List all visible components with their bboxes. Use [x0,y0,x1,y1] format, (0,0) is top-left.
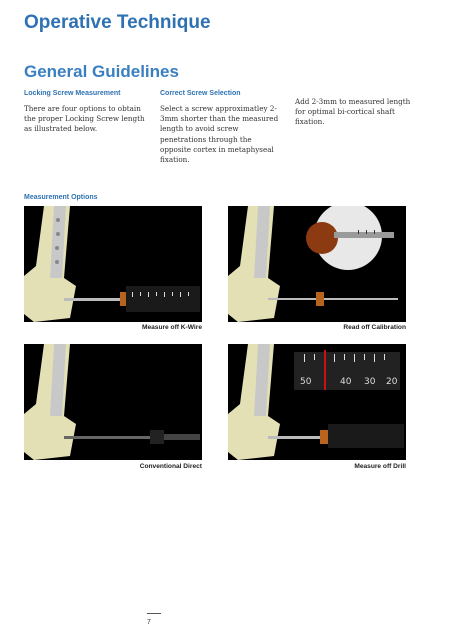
caption: Measure off Drill [354,463,406,470]
column-text: Select a screw approximatley 2-3mm shorter than the measured length to avoid screw penetrations through the opposite cortex in metaphyseal fixation. [160,104,279,165]
caption: Read off Calibration [343,324,406,331]
column-text: Add 2-3mm to measured length for optimal bi-cortical shaft fixation. [295,97,411,127]
column-bicortical [295,90,417,128]
page-number-rule [147,613,161,614]
measurement-options-title: Measurement Options [24,194,98,201]
column-heading: Locking Screw Measurement [24,90,121,97]
column-heading: Correct Screw Selection [160,90,241,97]
scale-mark: 40 [340,377,352,387]
image-measure-off-kwire [24,206,202,322]
section-title: General Guidelines [24,62,179,81]
page-title: Operative Technique [24,12,211,33]
column-locking-screw [24,90,146,135]
image-conventional-direct [24,344,202,460]
image-measure-off-drill [228,344,406,460]
scale-mark: 50 [300,377,312,387]
image-read-off-calibration [228,206,406,322]
caption: Measure off K-Wire [141,324,202,331]
scale-mark: 20 [386,377,398,387]
column-text: There are four options to obtain the proper Locking Screw length as illustrated below. [24,104,145,134]
caption: Conventional Direct [139,463,202,470]
column-correct-screw [160,90,282,165]
page-number: 7 [147,619,151,626]
scale-mark: 30 [364,377,376,387]
